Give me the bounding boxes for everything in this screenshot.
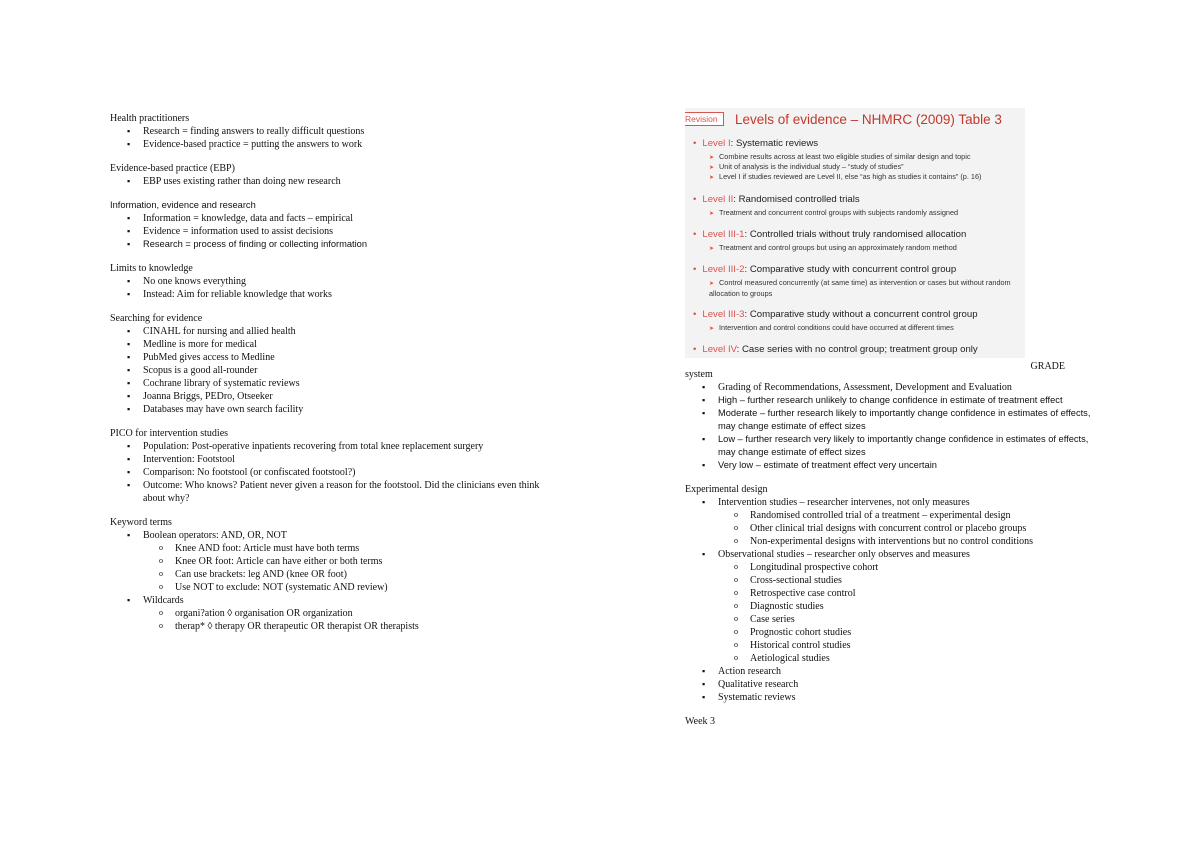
evidence-level-item — [693, 309, 978, 320]
list-item: ▪ Research = process of finding or collecting information — [110, 238, 540, 251]
revision-badge: Revision — [685, 112, 724, 126]
arrow-icon: ➤ — [709, 155, 715, 161]
level-name: Level II — [702, 194, 734, 205]
sub-list-item: o Other clinical trial designs with concurrent control or placebo groups — [685, 522, 1105, 535]
list-item: ▪ Scopus is a good all-rounder — [110, 364, 540, 377]
experimental-design-heading: Experimental design — [685, 484, 768, 495]
sub-list-item: o Knee AND foot: Article must have both terms — [110, 542, 540, 555]
list-item: ▪ Intervention studies – researcher intervenes, not only measures — [685, 496, 1105, 509]
section-heading: PICO for intervention studies — [110, 428, 229, 439]
arrow-icon: ➤ — [709, 211, 715, 217]
list-item: ▪ Wildcards — [110, 594, 540, 607]
list-item: ▪ Low – further research very likely to importantly change confidence in estimates of effects, may change estimate of effect sizes — [685, 433, 1105, 459]
sub-list-item: o Randomised controlled trial of a treatment – experimental design — [685, 509, 1105, 522]
level-subpoint — [709, 243, 1014, 254]
right-notes-column — [685, 108, 1105, 728]
slide-title: Levels of evidence – NHMRC (2009) Table 3 — [735, 112, 1002, 127]
sub-list-item: o Non-experimental designs with interventions but no control conditions — [685, 535, 1105, 548]
evidence-level-item — [693, 194, 860, 205]
grade-label: GRADE — [1030, 361, 1065, 372]
section-heading: Health practitioners — [110, 113, 190, 124]
level-description: : Comparative study with concurrent control group — [744, 264, 957, 275]
bullet-icon: • — [693, 229, 697, 240]
sub-list-item: o Historical control studies — [685, 639, 1105, 652]
sub-list-item: o Case series — [685, 613, 1105, 626]
notes-section — [110, 162, 540, 188]
sub-list-item: o Cross-sectional studies — [685, 574, 1105, 587]
level-description: : Controlled trials without truly randomised allocation — [744, 229, 967, 240]
list-item: ▪ Instead: Aim for reliable knowledge that works — [110, 288, 540, 301]
list-item: ▪ Comparison: No footstool (or confiscated footstool?) — [110, 466, 540, 479]
experimental-design-list — [685, 496, 1105, 704]
list-item: ▪ Very low – estimate of treatment effect very uncertain — [685, 459, 1105, 472]
section-heading: Searching for evidence — [110, 313, 203, 324]
list-item: ▪ Moderate – further research likely to importantly change confidence in estimates of effects, may change estimate of effect sizes — [685, 407, 1105, 433]
level-name: Level IV — [702, 344, 737, 355]
sub-list-item: o therap* ◊ therapy OR therapeutic OR therapist OR therapists — [110, 620, 540, 633]
notes-section — [110, 312, 540, 416]
notes-section — [110, 199, 540, 251]
arrow-icon: ➤ — [709, 246, 715, 252]
arrow-icon: ➤ — [709, 175, 715, 181]
subpoint-text: Intervention and control conditions could have occurred at different times — [719, 323, 954, 332]
list-item: ▪ Boolean operators: AND, OR, NOT — [110, 529, 540, 542]
list-item: ▪ Observational studies – researcher only observes and measures — [685, 548, 1105, 561]
list-item: ▪ Grading of Recommendations, Assessment, Development and Evaluation — [685, 381, 1105, 394]
evidence-level-item — [693, 229, 966, 240]
bullet-icon: • — [693, 194, 697, 205]
subpoint-text: Combine results across at least two eligible studies of similar design and topic — [719, 152, 971, 161]
level-name: Level III-1 — [702, 229, 745, 240]
subpoint-text: Treatment and concurrent control groups with subjects randomly assigned — [719, 208, 959, 217]
list-item: ▪ EBP uses existing rather than doing new research — [110, 175, 540, 188]
sub-list-item: o organi?ation ◊ organisation OR organization — [110, 607, 540, 620]
subpoint-text: Treatment and control groups but using an approximately random method — [719, 243, 957, 252]
arrow-icon: ➤ — [709, 326, 715, 332]
level-description: : Randomised controlled trials — [733, 194, 860, 205]
left-notes-column — [110, 112, 540, 644]
list-item: ▪ Outcome: Who knows? Patient never given a reason for the footstool. Did the clinicians even think about why? — [110, 479, 540, 505]
subpoint-text: Control measured concurrently (at same time) as intervention or cases but without random allocation to groups — [709, 278, 1011, 298]
level-name: Level III-3 — [702, 309, 745, 320]
subpoint-text: Unit of analysis is the individual study – “study of studies” — [719, 162, 904, 171]
notes-section — [110, 427, 540, 505]
section-heading: Keyword terms — [110, 517, 172, 528]
level-subpoint — [709, 278, 1014, 299]
notes-section — [110, 112, 540, 151]
list-item: ▪ Population: Post-operative inpatients recovering from total knee replacement surgery — [110, 440, 540, 453]
section-heading: Information, evidence and research — [110, 200, 256, 210]
list-item: ▪ Intervention: Footstool — [110, 453, 540, 466]
bullet-icon: • — [693, 264, 697, 275]
level-name: Level I — [702, 138, 731, 149]
list-item: ▪ No one knows everything — [110, 275, 540, 288]
list-item: ▪ Databases may have own search facility — [110, 403, 540, 416]
arrow-icon: ➤ — [709, 281, 715, 287]
level-subpoint — [709, 208, 1014, 219]
list-item: ▪ Cochrane library of systematic reviews — [110, 377, 540, 390]
bullet-icon: • — [693, 344, 697, 355]
list-item: ▪ Information = knowledge, data and facts – empirical — [110, 212, 540, 225]
section-heading: Evidence-based practice (EBP) — [110, 163, 235, 174]
sub-list-item: o Diagnostic studies — [685, 600, 1105, 613]
sub-list-item: o Can use brackets: leg AND (knee OR foot) — [110, 568, 540, 581]
subpoint-text: Level I if studies reviewed are Level II, else “as high as studies it contains” (p. 16) — [719, 172, 982, 181]
list-item: ▪ PubMed gives access to Medline — [110, 351, 540, 364]
level-subpoint — [709, 172, 1014, 183]
section-heading: Limits to knowledge — [110, 263, 193, 274]
list-item: ▪ Qualitative research — [685, 678, 1105, 691]
sub-list-item: o Use NOT to exclude: NOT (systematic AND review) — [110, 581, 540, 594]
bullet-icon: • — [693, 309, 697, 320]
grade-list — [685, 381, 1105, 472]
sub-list-item: o Prognostic cohort studies — [685, 626, 1105, 639]
level-name: Level III-2 — [702, 264, 745, 275]
level-description: : Comparative study without a concurrent control group — [744, 309, 978, 320]
list-item: ▪ Research = finding answers to really difficult questions — [110, 125, 540, 138]
notes-section — [110, 516, 540, 633]
evidence-level-item — [693, 138, 818, 149]
list-item: ▪ Systematic reviews — [685, 691, 1105, 704]
evidence-level-item — [693, 344, 978, 355]
list-item: ▪ Joanna Briggs, PEDro, Otseeker — [110, 390, 540, 403]
week-label: Week 3 — [685, 716, 716, 727]
level-subpoint — [709, 323, 1014, 334]
list-item: ▪ CINAHL for nursing and allied health — [110, 325, 540, 338]
list-item: ▪ Medline is more for medical — [110, 338, 540, 351]
sub-list-item: o Knee OR foot: Article can have either or both terms — [110, 555, 540, 568]
level-description: : Case series with no control group; treatment group only — [736, 344, 978, 355]
level-description: : Systematic reviews — [730, 138, 819, 149]
sub-list-item: o Retrospective case control — [685, 587, 1105, 600]
sub-list-item: o Aetiological studies — [685, 652, 1105, 665]
list-item: ▪ Evidence-based practice = putting the answers to work — [110, 138, 540, 151]
list-item: ▪ High – further research unlikely to change confidence in estimate of treatment effect — [685, 394, 1105, 407]
arrow-icon: ➤ — [709, 165, 715, 171]
list-item: ▪ Evidence = information used to assist decisions — [110, 225, 540, 238]
levels-of-evidence-slide — [685, 108, 1025, 358]
sub-list-item: o Longitudinal prospective cohort — [685, 561, 1105, 574]
list-item: ▪ Action research — [685, 665, 1105, 678]
evidence-level-item — [693, 264, 956, 275]
grade-system-label: system — [685, 369, 713, 380]
bullet-icon: • — [693, 138, 697, 149]
notes-section — [110, 262, 540, 301]
